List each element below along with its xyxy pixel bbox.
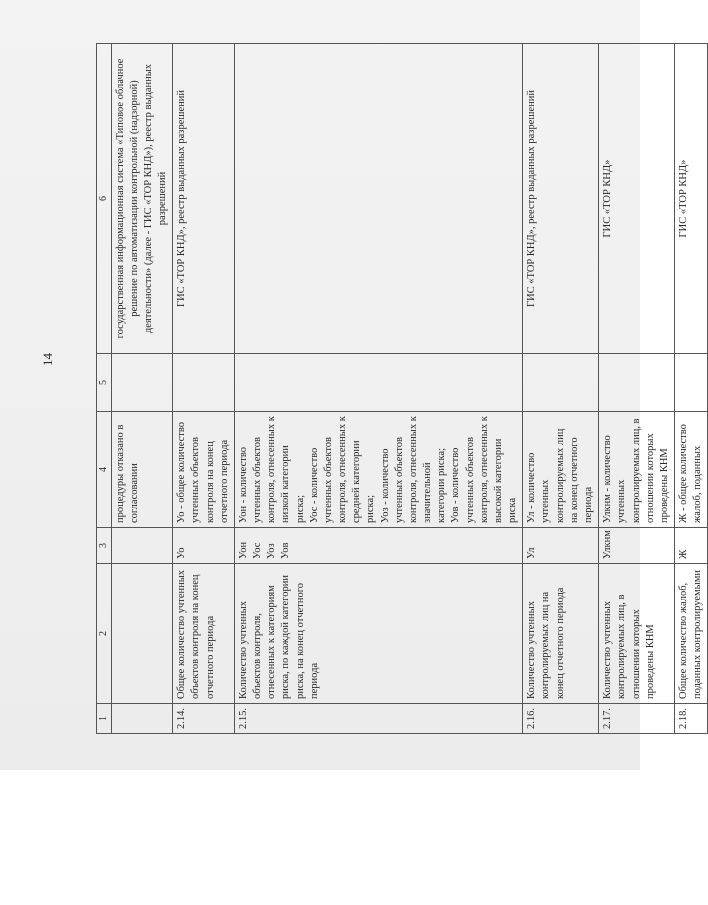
row-col5 xyxy=(675,354,708,412)
row-col5 xyxy=(234,354,522,412)
row-col5 xyxy=(173,354,235,412)
page-number: 14 xyxy=(40,353,55,366)
row-number xyxy=(111,704,173,734)
row-name: Количество учтенных контролируемых лиц на конец отчетного периода xyxy=(523,564,599,704)
row-col5 xyxy=(523,354,599,412)
row-source: ГИС «ТОР КНД» xyxy=(599,44,675,354)
row-code xyxy=(111,528,173,564)
table-row xyxy=(599,44,675,734)
row-name: Количество учтенных объектов контроля, отнесенных к категориям риска, по каждой категории риска, на конец отчетного периода xyxy=(234,564,522,704)
row-name: Общее количество учтенных объектов контроля на конец отчетного периода xyxy=(173,564,235,704)
header-cell-1: 1 xyxy=(97,704,112,734)
row-source: государственная информационная система «Типовое облачное решение по автоматизации контрольной (надзорной) деятельности» (далее - ГИС «ТОР КНД»), реестр выданных разрешений xyxy=(111,44,173,354)
row-code: Уон Уос Уоз Уов xyxy=(234,528,522,564)
table-row xyxy=(523,44,599,734)
indicator-table xyxy=(96,43,708,734)
row-source xyxy=(234,44,522,354)
row-formula: Улкнм - количество учтенных контролируемых лиц, в отношении которых проведены КНМ xyxy=(599,412,675,528)
header-cell-2: 2 xyxy=(97,564,112,704)
row-code: Ж xyxy=(675,528,708,564)
row-source: ГИС «ТОР КНД», реестр выданных разрешений xyxy=(523,44,599,354)
row-formula: Уо - общее количество учтенных объектов контроля на конец отчетного периода xyxy=(173,412,235,528)
row-number: 2.17. xyxy=(599,704,675,734)
table-row xyxy=(675,44,708,734)
row-formula: Ж - общее количество жалоб, поданных xyxy=(675,412,708,528)
row-source: ГИС «ТОР КНД», реестр выданных разрешений xyxy=(173,44,235,354)
row-code: Ул xyxy=(523,528,599,564)
row-name xyxy=(111,564,173,704)
header-cell-6: 6 xyxy=(97,44,112,354)
table-row xyxy=(111,44,173,734)
row-col5 xyxy=(111,354,173,412)
header-cell-3: 3 xyxy=(97,528,112,564)
row-source: ГИС «ТОР КНД» xyxy=(675,44,708,354)
row-formula: процедуры отказано в согласовании xyxy=(111,412,173,528)
row-number: 2.15. xyxy=(234,704,522,734)
header-cell-5: 5 xyxy=(97,354,112,412)
row-number: 2.18. xyxy=(675,704,708,734)
row-name: Общее количество жалоб, поданных контролируемыми xyxy=(675,564,708,704)
row-name: Количество учтенных контролируемых лиц, в отношении которых проведены КНМ xyxy=(599,564,675,704)
header-cell-4: 4 xyxy=(97,412,112,528)
header-row xyxy=(97,44,112,734)
row-code: Улкнм xyxy=(599,528,675,564)
row-code: Уо xyxy=(173,528,235,564)
table-row xyxy=(173,44,235,734)
row-formula: Уон - количество учтенных объектов контроля, отнесенных к низкой категории риска; Уос - количество учтенных объектов контроля, отнесенных к средней категории риска; Уоз - количество учтенных объектов контроля, отнесенных к значительной категории риска; Уов - количество учтенных объектов контроля, отнесенных к высокой категории риска xyxy=(234,412,522,528)
row-formula: Ул - количество учтенных контролируемых лиц на конец отчетного периода xyxy=(523,412,599,528)
row-col5 xyxy=(599,354,675,412)
rotated-table-container xyxy=(96,44,704,734)
row-number: 2.16. xyxy=(523,704,599,734)
row-number: 2.14. xyxy=(173,704,235,734)
table-row xyxy=(234,44,522,734)
